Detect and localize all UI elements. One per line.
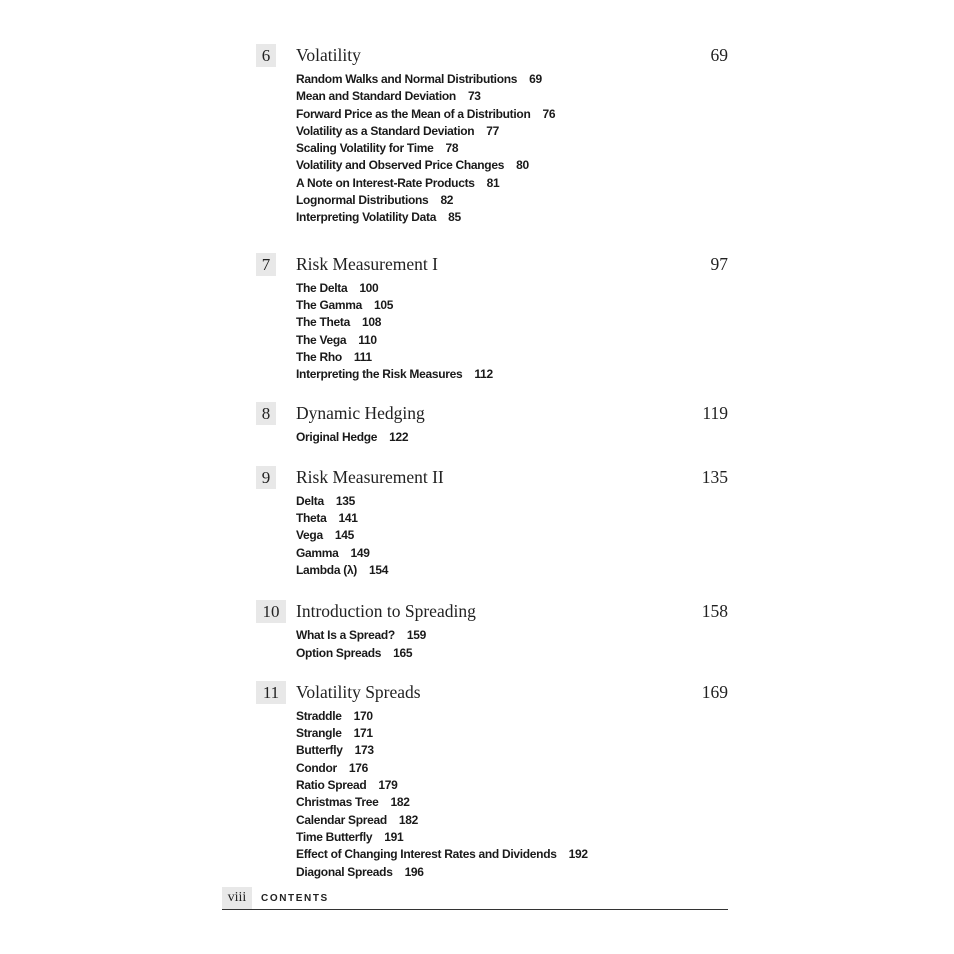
section-page-number: 76 [542, 106, 556, 121]
section-entry [296, 349, 728, 366]
page-footer [222, 887, 728, 910]
chapter-heading [256, 251, 728, 277]
section-page-number: 82 [440, 193, 454, 208]
section-title: Delta [296, 493, 324, 508]
section-title: Volatility and Observed Price Changes [296, 158, 505, 173]
section-entry [296, 366, 728, 383]
chapter-number: 7 [256, 253, 276, 276]
section-entry [296, 864, 728, 881]
section-entry [296, 297, 728, 314]
section-entry [296, 527, 728, 544]
section-page-number: 81 [486, 175, 500, 190]
section-title: Lambda (λ) [296, 562, 358, 577]
section-page-number: 159 [406, 628, 427, 643]
section-title: Condor [296, 760, 337, 775]
section-title: Lognormal Distributions [296, 193, 429, 208]
section-title: Diagonal Spreads [296, 864, 393, 879]
section-title: Gamma [296, 545, 339, 560]
chapter-page-number: 69 [710, 45, 728, 65]
chapter-number: 8 [256, 402, 276, 425]
chapter-page-number: 97 [710, 253, 728, 274]
section-page-number: 192 [568, 847, 588, 862]
chapter-heading [256, 400, 728, 426]
section-page-number: 135 [335, 493, 355, 508]
section-entry [296, 157, 728, 174]
chapter-entry [256, 598, 728, 662]
section-page-number: 108 [361, 315, 382, 330]
chapter-title: Volatility [296, 45, 361, 65]
chapter-entry [256, 42, 728, 227]
section-entry [296, 88, 728, 105]
section-title: The Theta [296, 315, 350, 330]
section-page-number: 112 [474, 367, 493, 382]
chapter-entry [256, 679, 728, 881]
section-entry [296, 829, 728, 846]
chapter-entry [256, 400, 728, 446]
section-page-number: 145 [334, 528, 354, 543]
section-list [296, 708, 728, 881]
section-entry [296, 562, 728, 579]
section-title: Christmas Tree [296, 795, 379, 810]
section-list [296, 493, 728, 579]
section-list [296, 627, 728, 662]
running-head: CONTENTS [261, 893, 329, 904]
section-entry [296, 314, 728, 331]
section-page-number: 149 [350, 545, 370, 560]
section-page-number: 122 [389, 430, 409, 445]
section-title: Butterfly [296, 743, 343, 758]
section-title: Strangle [296, 726, 342, 741]
section-entry [296, 846, 728, 863]
chapter-title: Risk Measurement II [296, 466, 444, 487]
section-page-number: 105 [374, 297, 394, 312]
table-of-contents [256, 42, 728, 881]
section-list [296, 280, 728, 384]
section-title: Interpreting the Risk Measures [296, 367, 463, 382]
chapter-page-number: 169 [701, 681, 728, 702]
section-page-number: 85 [448, 210, 461, 225]
section-page-number: 78 [445, 141, 459, 156]
section-title: The Rho [296, 349, 342, 364]
section-title: Effect of Changing Interest Rates and Dividends [296, 847, 557, 862]
section-entry [296, 71, 728, 88]
chapter-number: 11 [256, 681, 286, 704]
section-title: Volatility as a Standard Deviation [296, 123, 475, 138]
section-page-number: 182 [398, 812, 418, 827]
section-entry [296, 777, 728, 794]
chapter-heading [256, 679, 728, 705]
section-entry [296, 280, 728, 297]
section-title: Scaling Volatility for Time [296, 141, 434, 156]
section-entry [296, 493, 728, 510]
section-entry [296, 645, 728, 662]
section-page-number: 179 [378, 778, 398, 793]
section-title: Random Walks and Normal Distributions [296, 72, 518, 86]
section-entry [296, 794, 728, 811]
section-entry [296, 429, 728, 446]
section-entry [296, 123, 728, 140]
section-page-number: 80 [516, 158, 529, 173]
section-entry [296, 812, 728, 829]
chapter-title: Introduction to Spreading [296, 601, 476, 622]
chapter-title: Risk Measurement I [296, 253, 438, 274]
section-page-number: 182 [390, 795, 410, 810]
section-list [296, 429, 728, 446]
section-entry [296, 175, 728, 192]
section-page-number: 196 [404, 864, 424, 879]
section-page-number: 170 [353, 708, 373, 723]
section-entry [296, 332, 728, 349]
chapter-number: 9 [256, 466, 276, 489]
section-entry [296, 725, 728, 742]
section-title: Vega [296, 528, 323, 543]
chapter-title: Dynamic Hedging [296, 403, 425, 424]
section-entry [296, 545, 728, 562]
section-entry [296, 510, 728, 527]
section-title: Straddle [296, 708, 342, 723]
section-page-number: 165 [393, 645, 413, 660]
section-page-number: 154 [369, 562, 389, 577]
section-title: What Is a Spread? [296, 628, 395, 643]
section-entry [296, 742, 728, 759]
chapter-page-number: 119 [702, 403, 728, 424]
chapter-entry [256, 464, 728, 579]
section-page-number: 77 [486, 123, 500, 138]
section-page-number: 73 [467, 89, 481, 104]
section-entry [296, 140, 728, 157]
section-entry [296, 708, 728, 725]
chapter-heading [256, 464, 728, 490]
section-entry [296, 760, 728, 777]
section-page-number: 171 [353, 726, 373, 741]
section-title: A Note on Interest-Rate Products [296, 175, 475, 190]
section-page-number: 141 [338, 511, 358, 526]
section-title: Theta [296, 511, 327, 526]
section-page-number: 191 [384, 829, 404, 844]
section-page-number: 100 [359, 280, 379, 295]
chapter-number: 6 [256, 44, 276, 67]
section-page-number: 111 [353, 349, 372, 364]
chapter-entry [256, 251, 728, 384]
chapter-heading [256, 42, 728, 68]
section-title: The Delta [296, 280, 348, 295]
section-page-number: 176 [348, 760, 368, 775]
section-title: Forward Price as the Mean of a Distribution [296, 106, 531, 121]
section-page-number: 110 [358, 332, 377, 347]
chapter-number: 10 [256, 600, 286, 623]
section-title: Option Spreads [296, 645, 382, 660]
section-entry [296, 192, 728, 209]
section-title: Interpreting Volatility Data [296, 210, 437, 225]
section-entry [296, 209, 728, 226]
section-title: The Gamma [296, 297, 362, 312]
section-title: The Vega [296, 332, 347, 347]
section-list [296, 71, 728, 227]
chapter-page-number: 158 [701, 601, 728, 622]
section-title: Mean and Standard Deviation [296, 89, 456, 104]
section-page-number: 173 [354, 743, 374, 758]
section-title: Calendar Spread [296, 812, 387, 827]
chapter-heading [256, 598, 728, 624]
section-page-number: 69 [529, 72, 542, 86]
section-title: Ratio Spread [296, 778, 367, 793]
chapter-page-number: 135 [701, 466, 728, 487]
section-title: Time Butterfly [296, 829, 373, 844]
chapter-title: Volatility Spreads [296, 681, 421, 702]
section-entry [296, 627, 728, 644]
section-entry [296, 106, 728, 123]
section-title: Original Hedge [296, 430, 378, 445]
page-number: viii [222, 887, 252, 909]
